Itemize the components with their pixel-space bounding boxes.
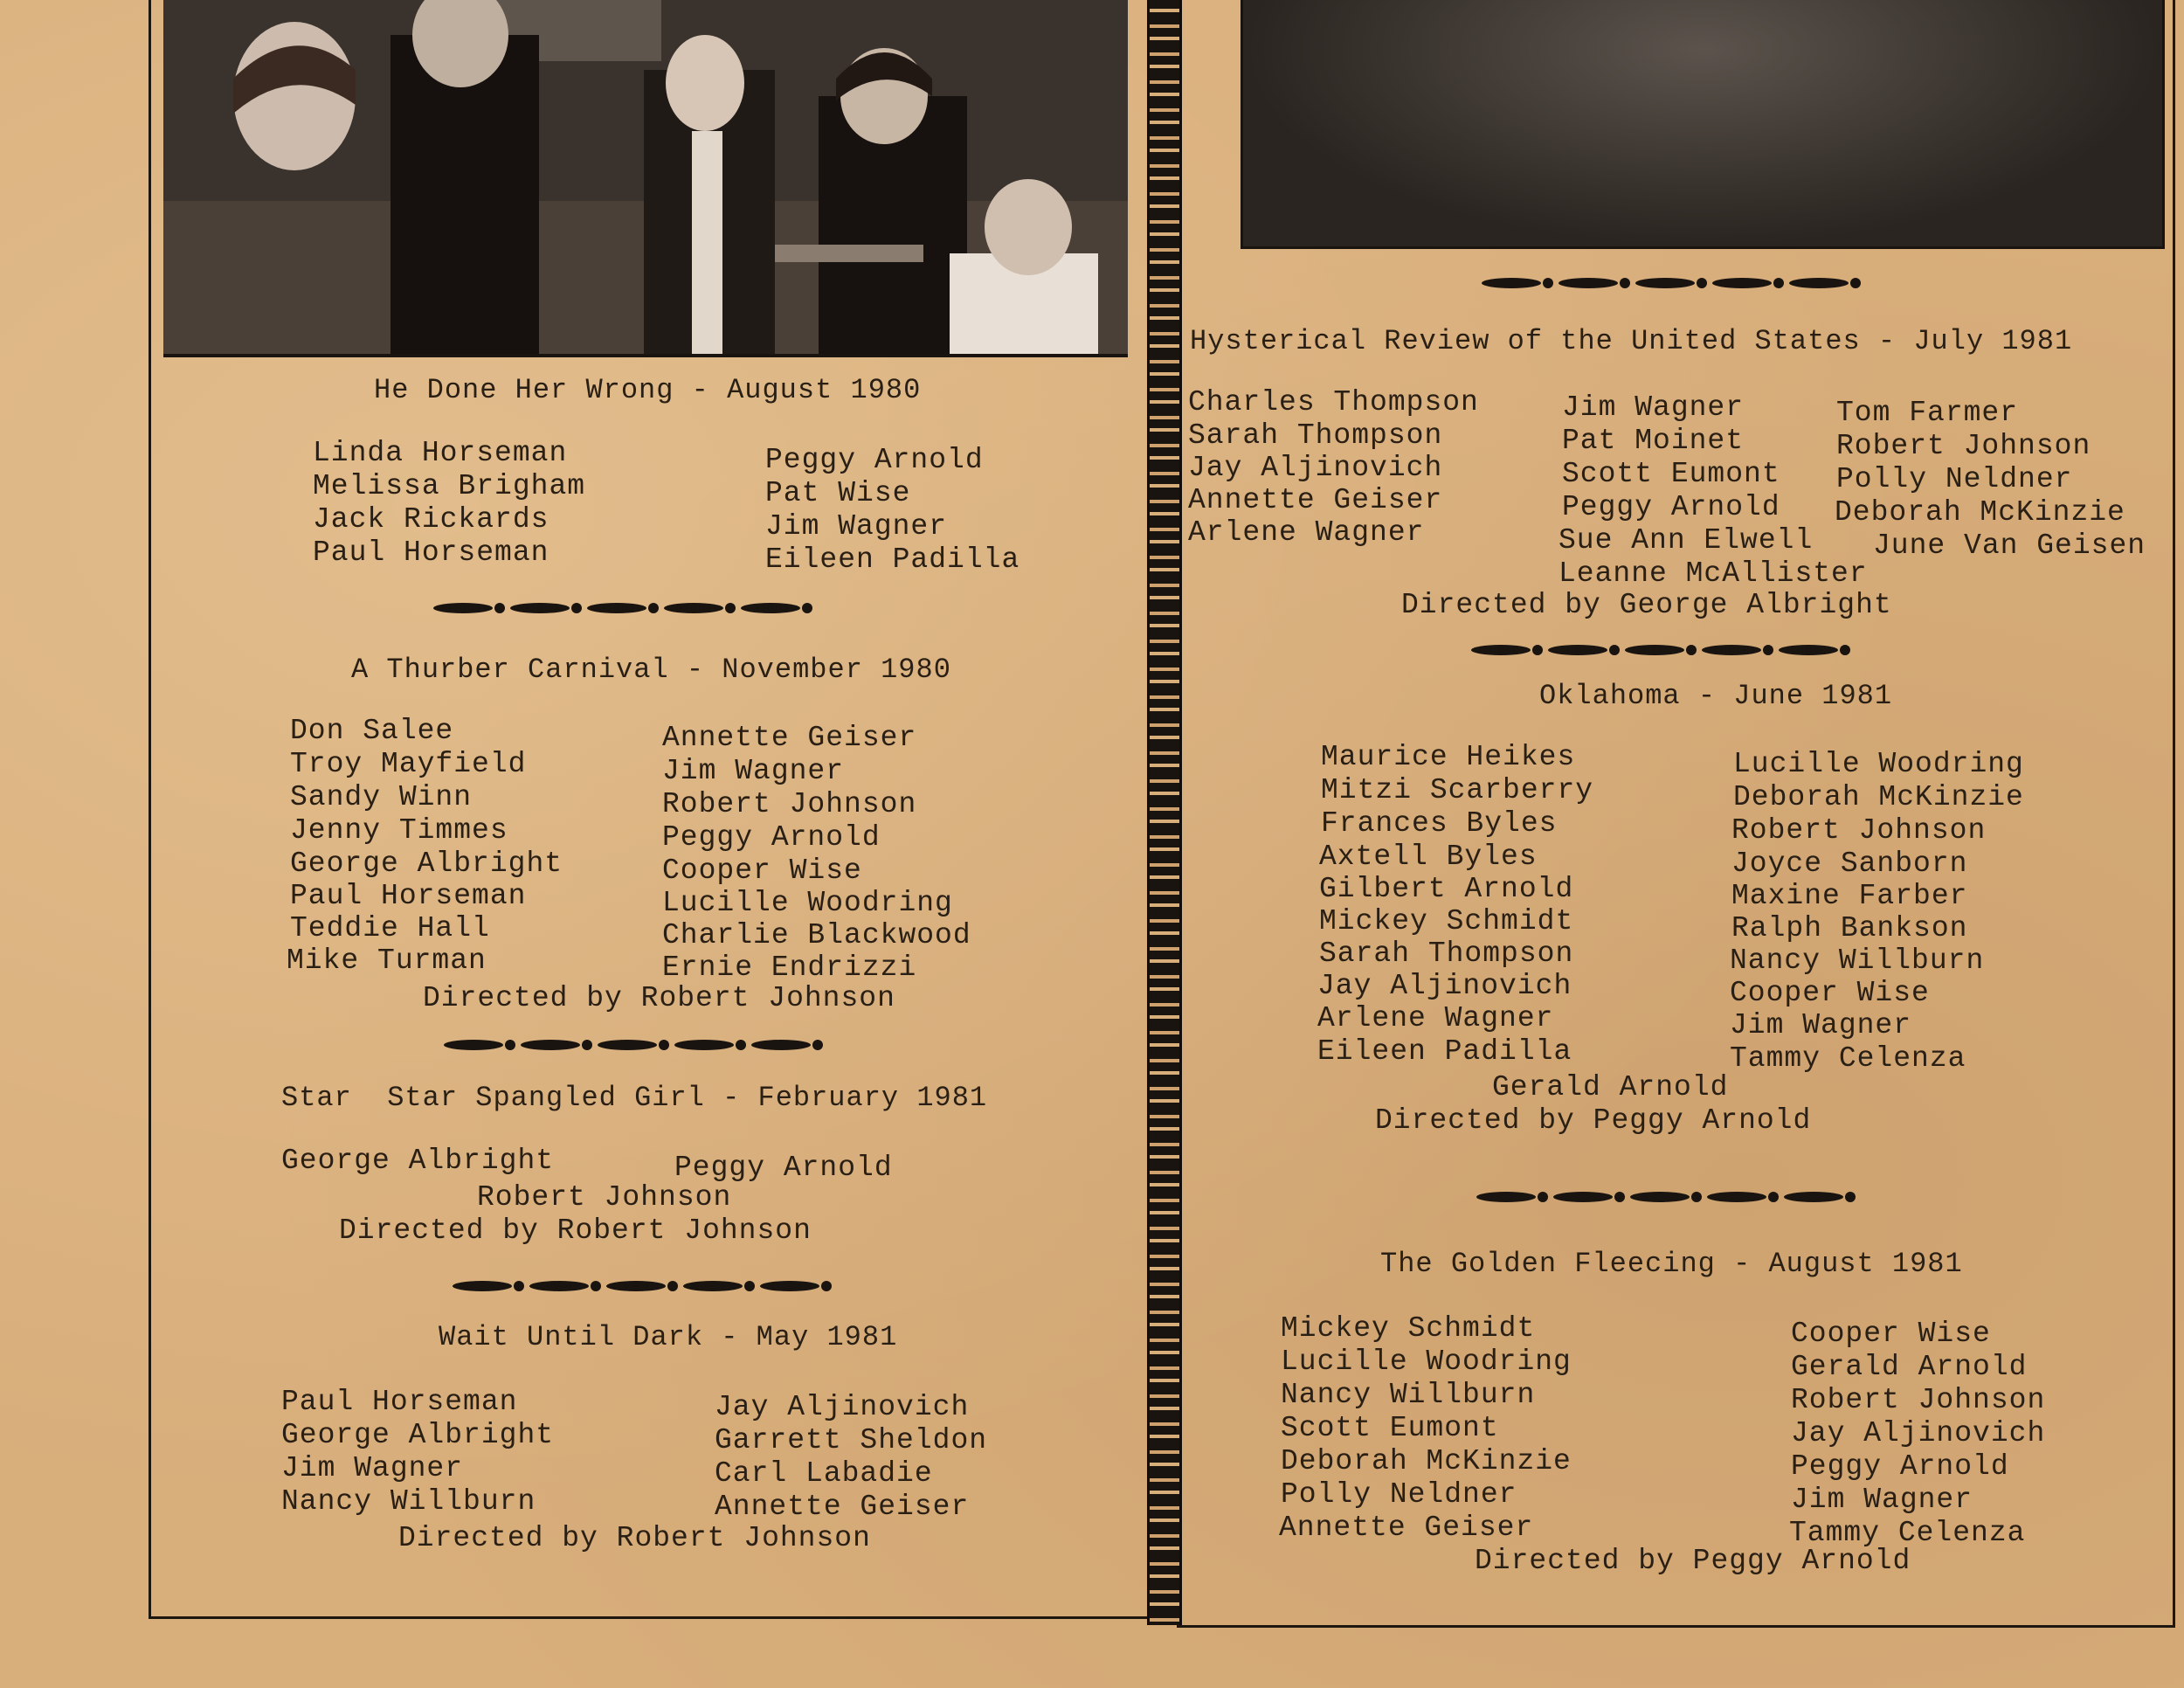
cast-name: Nancy Willburn xyxy=(1281,1379,1536,1411)
cast-name: Pat Wise xyxy=(765,477,911,509)
cast-name: Don Salee xyxy=(290,715,454,747)
cast-name: Robert Johnson xyxy=(1836,430,2091,462)
director-credit: Directed by Robert Johnson xyxy=(423,982,895,1014)
cast-name: Arlene Wagner xyxy=(1317,1002,1554,1034)
cast-name: Annette Geiser xyxy=(715,1491,970,1523)
ornament-divider xyxy=(451,1277,835,1295)
cast-name: Deborah McKinzie xyxy=(1733,781,2024,813)
section-title: A Thurber Carnival - November 1980 xyxy=(351,654,951,686)
cast-name: Cooper Wise xyxy=(662,854,862,887)
cast-name: Ernie Endrizzi xyxy=(662,951,917,984)
cast-name: Paul Horseman xyxy=(313,536,549,569)
cast-name: Jim Wagner xyxy=(765,510,948,543)
cast-name: Jay Aljinovich xyxy=(1188,452,1443,484)
section-title: Oklahoma - June 1981 xyxy=(1539,680,1893,712)
cast-name: Jim Wagner xyxy=(662,755,845,787)
cast-name: Teddie Hall xyxy=(290,912,490,944)
cast-name: Troy Mayfield xyxy=(290,748,527,780)
cast-name: Joyce Sanborn xyxy=(1731,847,1968,880)
cast-name: Scott Eumont xyxy=(1562,458,1780,490)
cast-name: Mitzi Scarberry xyxy=(1321,774,1594,806)
cast-name: Nancy Willburn xyxy=(1730,944,1985,977)
cast-name: George Albright xyxy=(281,1145,555,1177)
cast-name: Sandy Winn xyxy=(290,781,473,813)
ornament-divider xyxy=(1475,1188,1859,1206)
cast-name: Carl Labadie xyxy=(715,1457,933,1490)
cast-name: Deborah McKinzie xyxy=(1835,496,2125,529)
section-title: Wait Until Dark - May 1981 xyxy=(439,1321,898,1353)
cast-name: Gilbert Arnold xyxy=(1319,873,1574,905)
cast-name: Jack Rickards xyxy=(313,503,549,536)
cast-name: Peggy Arnold xyxy=(1562,491,1780,523)
cast-name: Peggy Arnold xyxy=(1791,1450,2009,1483)
cast-name: Axtell Byles xyxy=(1319,841,1538,873)
cast-name: Jenny Timmes xyxy=(290,814,508,847)
cast-name: Tammy Celenza xyxy=(1730,1042,1966,1075)
cast-name: Mickey Schmidt xyxy=(1281,1312,1536,1345)
cast-name: Tammy Celenza xyxy=(1789,1517,2026,1549)
cast-name: Polly Neldner xyxy=(1281,1478,1517,1511)
cast-name: Eileen Padilla xyxy=(1317,1035,1572,1068)
cast-name: Jim Wagner xyxy=(1730,1009,1912,1041)
cast-name: Maurice Heikes xyxy=(1321,741,1576,773)
cast-name: Paul Horseman xyxy=(290,880,527,912)
cast-name: Paul Horseman xyxy=(281,1386,518,1418)
cast-name: Jim Wagner xyxy=(1562,391,1745,424)
cast-name: Polly Neldner xyxy=(1836,463,2073,495)
ornament-divider xyxy=(1480,274,1864,292)
cast-name: George Albright xyxy=(281,1419,555,1451)
cast-name: Sue Ann Elwell xyxy=(1559,524,1814,557)
cast-name: Maxine Farber xyxy=(1731,880,1968,912)
cast-name: Tom Farmer xyxy=(1836,397,2019,429)
cast-name: Pat Moinet xyxy=(1562,425,1745,457)
cast-name: Jay Aljinovich xyxy=(1791,1417,2046,1449)
cast-name: Nancy Willburn xyxy=(281,1485,536,1518)
cast-name: Frances Byles xyxy=(1321,807,1558,840)
director-credit: Directed by Robert Johnson xyxy=(398,1522,871,1554)
cast-name: Cooper Wise xyxy=(1730,977,1930,1009)
section-title: Hysterical Review of the United States - July 1981 xyxy=(1190,325,2073,357)
cast-name: Eileen Padilla xyxy=(765,543,1020,576)
ornament-divider xyxy=(432,599,816,617)
cast-name: Robert Johnson xyxy=(477,1181,732,1214)
cast-name: Jim Wagner xyxy=(1791,1484,1973,1516)
cast-name: Mickey Schmidt xyxy=(1319,905,1574,937)
director-credit: Directed by Robert Johnson xyxy=(339,1214,812,1247)
cast-name: Lucille Woodring xyxy=(1281,1346,1572,1378)
section-title: He Done Her Wrong - August 1980 xyxy=(374,374,922,406)
cast-name: Peggy Arnold xyxy=(765,444,984,476)
cast-name: Annette Geiser xyxy=(662,722,917,754)
ornament-divider xyxy=(442,1036,826,1054)
cast-name: Annette Geiser xyxy=(1279,1512,1534,1544)
cast-name: Robert Johnson xyxy=(662,788,917,820)
cast-name: Robert Johnson xyxy=(1791,1384,2046,1416)
cast-name: June Van Geisen xyxy=(1873,529,2146,562)
cast-name: Peggy Arnold xyxy=(662,821,881,854)
cast-name: Mike Turman xyxy=(287,944,487,977)
cast-name: Jay Aljinovich xyxy=(1317,970,1572,1002)
cast-name: Sarah Thompson xyxy=(1188,419,1443,452)
cast-name: Sarah Thompson xyxy=(1319,937,1574,970)
cast-name: Jim Wagner xyxy=(281,1452,464,1484)
director-credit: Directed by George Albright xyxy=(1401,589,1892,621)
cast-name: Scott Eumont xyxy=(1281,1412,1499,1444)
director-credit: Directed by Peggy Arnold xyxy=(1375,1104,1812,1137)
cast-name: Gerald Arnold xyxy=(1791,1351,2028,1383)
section-title: The Golden Fleecing - August 1981 xyxy=(1380,1248,1963,1280)
cast-name: Lucille Woodring xyxy=(1733,748,2024,780)
cast-name: Gerald Arnold xyxy=(1492,1071,1729,1103)
cast-name: George Albright xyxy=(290,847,563,880)
cast-name: Arlene Wagner xyxy=(1188,516,1425,549)
cast-name: Cooper Wise xyxy=(1791,1318,1991,1350)
cast-name: Ralph Bankson xyxy=(1731,912,1968,944)
cast-name: Peggy Arnold xyxy=(674,1152,893,1184)
cast-name: Deborah McKinzie xyxy=(1281,1445,1572,1477)
ornament-divider xyxy=(1469,641,1854,659)
cast-name: Lucille Woodring xyxy=(662,887,953,919)
cast-name: Linda Horseman xyxy=(313,437,568,469)
cast-name: Charles Thompson xyxy=(1188,386,1479,419)
cast-name: Leanne McAllister xyxy=(1559,557,1868,590)
cast-name: Charlie Blackwood xyxy=(662,919,971,951)
cast-name: Jay Aljinovich xyxy=(715,1391,970,1423)
cast-name: Garrett Sheldon xyxy=(715,1424,988,1456)
section-title: Star Star Spangled Girl - February 1981 xyxy=(281,1082,988,1114)
cast-name: Annette Geiser xyxy=(1188,484,1443,516)
cast-name: Melissa Brigham xyxy=(313,470,586,502)
director-credit: Directed by Peggy Arnold xyxy=(1475,1545,1911,1577)
cast-name: Robert Johnson xyxy=(1731,814,1987,847)
